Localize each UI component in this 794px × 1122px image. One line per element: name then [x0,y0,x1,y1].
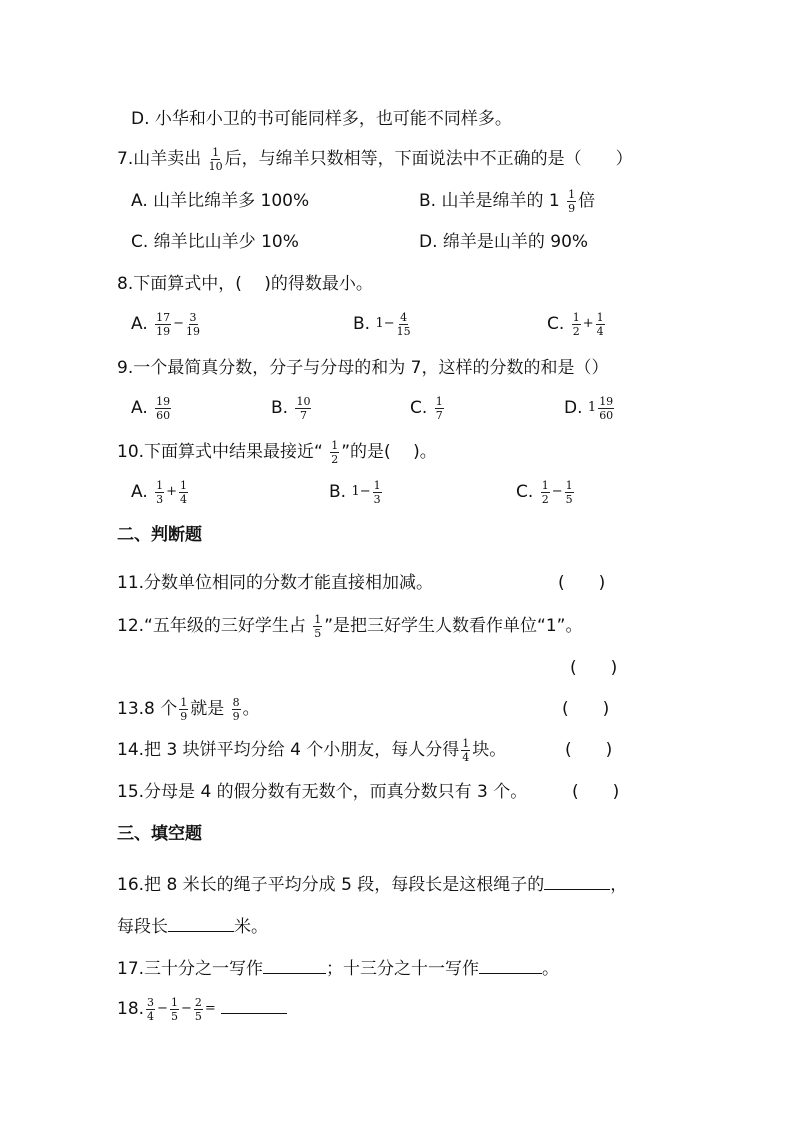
fraction [373,480,382,505]
numerator: 17 [156,310,171,324]
q9-option-d [564,395,616,421]
denominator: 4 [147,1009,155,1023]
fraction [155,396,171,421]
q12-text-a: 12.“五年级的三好学生占 [117,616,312,636]
q7-option-b-b: 倍 [578,191,596,211]
denominator: 5 [194,1009,202,1023]
q17-text-a: 17.三十分之一写作 [117,959,264,979]
q18-answer-blank[interactable] [221,995,287,1014]
denominator: 3 [156,492,164,506]
q8-option-c [547,311,607,337]
denominator: 60 [599,408,614,422]
q11-answer-paren[interactable]: ( ) [558,573,606,593]
operator: + [166,484,178,499]
q12-text [117,613,583,639]
numerator: 1 [565,478,573,492]
denominator: 4 [180,492,188,506]
q16-line1-end: ， [610,875,628,895]
numerator: 1 [462,736,470,750]
option-label: B. [353,314,371,334]
q17-text [117,955,559,982]
q16-line2 [117,913,268,940]
q7-stem-b: 后，与绵羊只数相等，下面说法中不正确的是（ ） [224,149,633,169]
q16-answer-blank-1[interactable] [544,871,610,890]
q10-option-a [131,479,190,505]
q16-line2-b: 米。 [234,917,268,937]
q17-answer-blank-1[interactable] [263,955,326,974]
option-label: A. [131,482,148,502]
operator: − [551,484,563,499]
numerator: 1 [572,310,580,324]
q7-option-c: C. 绵羊比山羊少 10% [131,232,299,252]
q7-fraction [209,147,223,172]
fraction [397,312,411,337]
q17-text-c: 。 [542,959,560,979]
q13-answer-paren[interactable]: ( ) [562,699,610,719]
numerator: 1 [170,995,178,1009]
option-label: D. [564,398,583,418]
q16-line2-a: 每段长 [117,917,168,937]
section-title-fill-in: 三、填空题 [117,824,202,844]
denominator: 7 [435,408,443,422]
fraction [186,312,200,337]
q10-option-b [329,479,384,505]
fraction [155,312,171,337]
numerator: 19 [599,394,614,408]
q6-option-d: D. 小华和小卫的书可能同样多，也可能不同样多。 [131,109,512,129]
denominator: 3 [373,492,381,506]
q17-answer-blank-2[interactable] [479,955,542,974]
q12-text-b: ”是把三好学生人数看作单位“1”。 [324,616,583,636]
q7-stem [117,146,633,172]
q13-text-a: 13.8 个 [117,699,178,719]
numerator: 2 [194,995,202,1009]
fraction [295,396,311,421]
q10-stem-b: ”的是( )。 [341,442,437,462]
q7-stem-a: 7.山羊卖出 [117,149,207,169]
denominator: 9 [232,709,240,723]
denominator: 5 [314,626,322,640]
denominator: 10 [208,159,223,173]
q8-stem: 8.下面算式中，( )的得数最小。 [117,274,373,294]
fraction [461,738,470,763]
q16-line1 [117,871,627,898]
denominator: 2 [331,452,339,466]
q15-answer-paren[interactable]: ( ) [572,782,620,802]
q9-stem: 9.一个最简真分数，分子与分母的和为 7，这样的分数的和是（） [117,358,609,378]
fraction [146,997,155,1022]
option-label: C. [547,314,565,334]
fraction [194,997,203,1022]
numerator: 8 [232,695,240,709]
numerator: 1 [180,478,188,492]
q7-option-b-fraction [567,189,576,214]
q13-text-c: 。 [242,699,260,719]
q11-text: 11.分数单位相同的分数才能直接相加减。 [117,573,434,593]
section-title-judgement: 二、判断题 [117,525,202,545]
q10-stem-a: 10.下面算式中结果最接近“ [117,442,329,462]
q8-option-a [131,311,202,337]
q14-answer-paren[interactable]: ( ) [565,740,613,760]
denominator: 4 [596,324,604,338]
q12-answer-paren[interactable]: ( ) [570,658,618,678]
q7-option-b-a: B. 山羊是绵羊的 1 [419,191,566,211]
operator: − [173,316,185,331]
fraction [232,697,241,722]
numerator: 3 [147,995,155,1009]
fraction [596,312,605,337]
numerator: 1 [596,310,604,324]
operator: + [582,316,594,331]
q16-answer-blank-2[interactable] [168,913,234,932]
q8-option-b [353,311,413,337]
q18-label: 18. [117,999,145,1019]
numerator: 1 [435,394,443,408]
equals-sign: = [204,1001,216,1016]
q10-fraction [330,440,339,465]
q9-option-a [131,395,173,421]
denominator: 60 [156,408,171,422]
q12-fraction [313,614,322,639]
q17-text-b: ；十三分之十一写作 [326,959,480,979]
option-label: A. [131,314,148,334]
operator: − [157,1001,168,1016]
q14-text-a: 14.把 3 块饼平均分给 4 个小朋友，每人分得 [117,740,460,760]
q13-text-b: 就是 [190,699,230,719]
q15-text: 15.分母是 4 的假分数有无数个，而真分数只有 3 个。 [117,782,528,802]
denominator: 9 [180,709,188,723]
numerator: 1 [331,438,339,452]
whole-number: 1− [351,484,371,499]
option-label: B. [329,482,347,502]
numerator: 1 [541,478,549,492]
fraction [598,396,614,421]
fraction [572,312,581,337]
denominator: 2 [541,492,549,506]
numerator: 1 [373,478,381,492]
q13-text [117,696,260,722]
denominator: 19 [186,324,201,338]
numerator: 1 [568,187,576,201]
fraction [155,480,164,505]
numerator: 19 [156,394,171,408]
numerator: 1 [180,695,188,709]
fraction [435,396,444,421]
q7-option-b [419,188,595,214]
q7-option-d: D. 绵羊是山羊的 90% [419,232,589,252]
option-label: C. [410,398,428,418]
numerator: 1 [314,612,322,626]
whole-number: 1 [587,400,597,415]
denominator: 5 [170,1009,178,1023]
operator: − [180,1001,192,1016]
whole-number: 1− [375,316,395,331]
fraction [565,480,574,505]
fraction [179,697,188,722]
denominator: 9 [568,201,576,215]
option-label: A. [131,398,148,418]
q9-option-b [271,395,313,421]
q10-option-c [516,479,576,505]
denominator: 4 [462,750,470,764]
numerator: 10 [296,394,311,408]
numerator: 3 [189,310,197,324]
option-label: B. [271,398,289,418]
denominator: 5 [565,492,573,506]
q10-stem [117,439,437,465]
q14-text-b: 块。 [472,740,507,760]
q16-line1-text: 16.把 8 米长的绳子平均分成 5 段，每段长是这根绳子的 [117,875,545,895]
q18-expression [117,995,287,1022]
denominator: 15 [396,324,411,338]
q9-option-c [410,395,446,421]
denominator: 7 [299,408,307,422]
q7-option-a: A. 山羊比绵羊多 100% [131,191,310,211]
denominator: 2 [572,324,580,338]
fraction [179,480,188,505]
fraction [541,480,550,505]
numerator: 1 [156,478,164,492]
denominator: 19 [156,324,171,338]
q14-text [117,737,506,763]
fraction [170,997,179,1022]
option-label: C. [516,482,534,502]
numerator: 4 [400,310,408,324]
numerator: 1 [212,145,220,159]
